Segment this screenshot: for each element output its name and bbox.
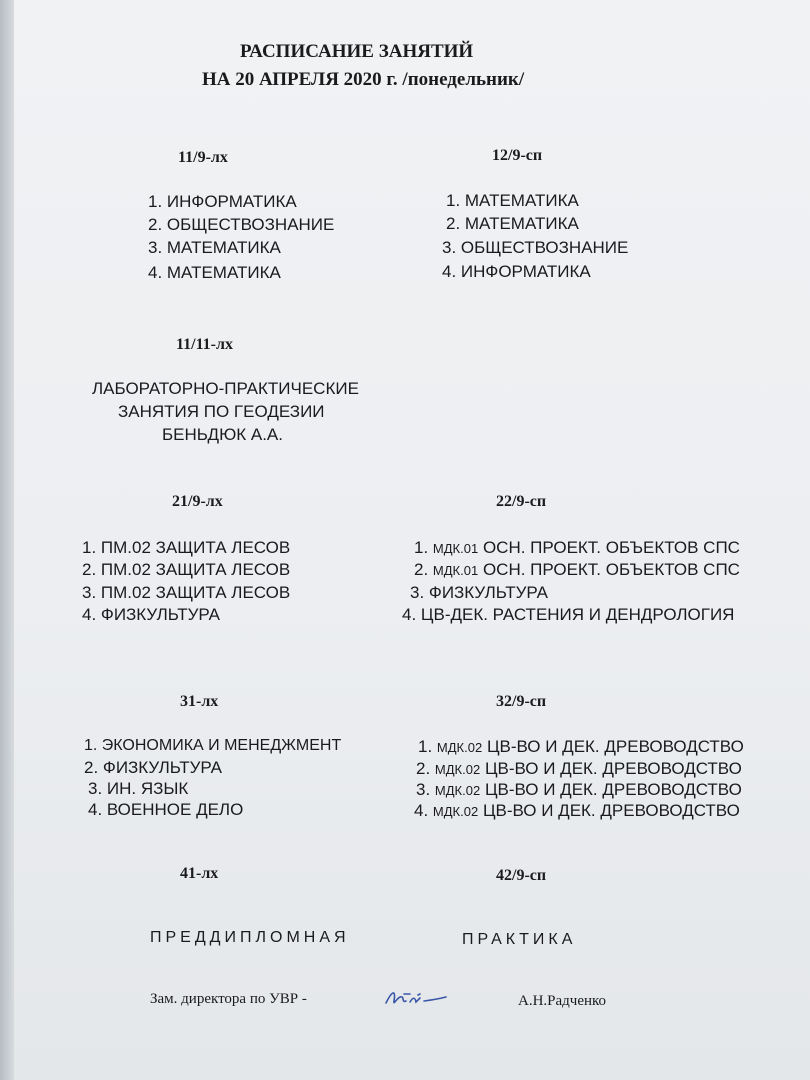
list-item: 2. ФИЗКУЛЬТУРА (84, 758, 222, 777)
info-line: ЗАНЯТИЯ ПО ГЕОДЕЗИИ (118, 402, 325, 421)
list-item: 4. ФИЗКУЛЬТУРА (82, 605, 220, 624)
info-line: БЕНЬДЮК А.А. (162, 425, 283, 444)
item-number: 4. (414, 801, 429, 820)
list-item: 4. МАТЕМАТИКА (148, 263, 281, 282)
group-heading: 42/9-сп (496, 867, 547, 884)
list-item (416, 780, 742, 801)
item-number: 1. (418, 737, 433, 756)
list-item: 4. ЦВ-ДЕК. РАСТЕНИЯ И ДЕНДРОЛОГИЯ (402, 605, 735, 624)
list-item: 2. ОБЩЕСТВОЗНАНИЕ (148, 215, 335, 234)
handwritten-signature-icon (380, 985, 450, 1011)
item-text: ЦВ-ВО И ДЕК. ДРЕВОВОДСТВО (484, 759, 742, 778)
list-item (416, 759, 742, 780)
list-item: 2. МАТЕМАТИКА (446, 214, 579, 233)
item-number: 3. (416, 780, 431, 799)
desk-edge (0, 0, 14, 1080)
list-item (418, 737, 744, 758)
module-code: МДК.01 (432, 541, 479, 556)
practice-label: ПРЕДДИПЛОМНАЯ (150, 929, 350, 946)
practice-label: ПРАКТИКА (462, 931, 577, 948)
group-heading: 12/9-сп (492, 147, 543, 164)
group-heading: 41-лх (180, 865, 219, 882)
page-subtitle: НА 20 АПРЕЛЯ 2020 г. /понедельник/ (202, 69, 525, 90)
group-heading: 11/9-лх (178, 149, 228, 166)
list-item: 1. МАТЕМАТИКА (446, 191, 579, 210)
item-number: 2. (414, 560, 429, 579)
list-item (414, 560, 740, 581)
list-item: 4. ВОЕННОЕ ДЕЛО (88, 800, 244, 819)
page-title: РАСПИСАНИЕ ЗАНЯТИЙ (240, 41, 474, 62)
group-heading: 31-лх (180, 693, 219, 710)
group-heading: 21/9-лх (172, 493, 223, 510)
list-item: 4. ИНФОРМАТИКА (442, 262, 591, 281)
list-item: 1. ЭКОНОМИКА И МЕНЕДЖМЕНТ (84, 737, 342, 754)
list-item: 3. ОБЩЕСТВОЗНАНИЕ (442, 238, 629, 257)
list-item: 2. ПМ.02 ЗАЩИТА ЛЕСОВ (82, 560, 291, 579)
item-text: ЦВ-ВО И ДЕК. ДРЕВОВОДСТВО (486, 737, 744, 756)
module-code: МДК.02 (436, 740, 483, 755)
module-code: МДК.02 (432, 804, 479, 819)
list-item: 3. ИН. ЯЗЫК (88, 779, 189, 798)
item-number: 2. (416, 759, 431, 778)
list-item (414, 801, 740, 822)
signatory-position: Зам. директора по УВР - (150, 991, 307, 1007)
item-text: ЦВ-ВО И ДЕК. ДРЕВОВОДСТВО (484, 780, 742, 799)
signatory-name: А.Н.Радченко (518, 993, 607, 1009)
list-item: 3. ПМ.02 ЗАЩИТА ЛЕСОВ (82, 583, 291, 602)
group-heading: 22/9-сп (496, 493, 547, 510)
module-code: МДК.01 (432, 563, 479, 578)
module-code: МДК.02 (434, 762, 481, 777)
module-code: МДК.02 (434, 783, 481, 798)
item-text: ЦВ-ВО И ДЕК. ДРЕВОВОДСТВО (482, 801, 740, 820)
list-item: 1. ПМ.02 ЗАЩИТА ЛЕСОВ (82, 538, 291, 557)
group-heading: 32/9-сп (496, 693, 547, 710)
item-text: ОСН. ПРОЕКТ. ОБЪЕКТОВ СПС (482, 538, 740, 557)
info-line: ЛАБОРАТОРНО-ПРАКТИЧЕСКИЕ (92, 379, 359, 398)
group-heading: 11/11-лх (176, 336, 233, 353)
item-number: 1. (414, 538, 429, 557)
list-item: 1. ИНФОРМАТИКА (148, 192, 297, 211)
item-text: ОСН. ПРОЕКТ. ОБЪЕКТОВ СПС (482, 560, 740, 579)
list-item (414, 538, 740, 559)
list-item: 3. МАТЕМАТИКА (148, 238, 281, 257)
list-item: 3. ФИЗКУЛЬТУРА (410, 583, 548, 602)
